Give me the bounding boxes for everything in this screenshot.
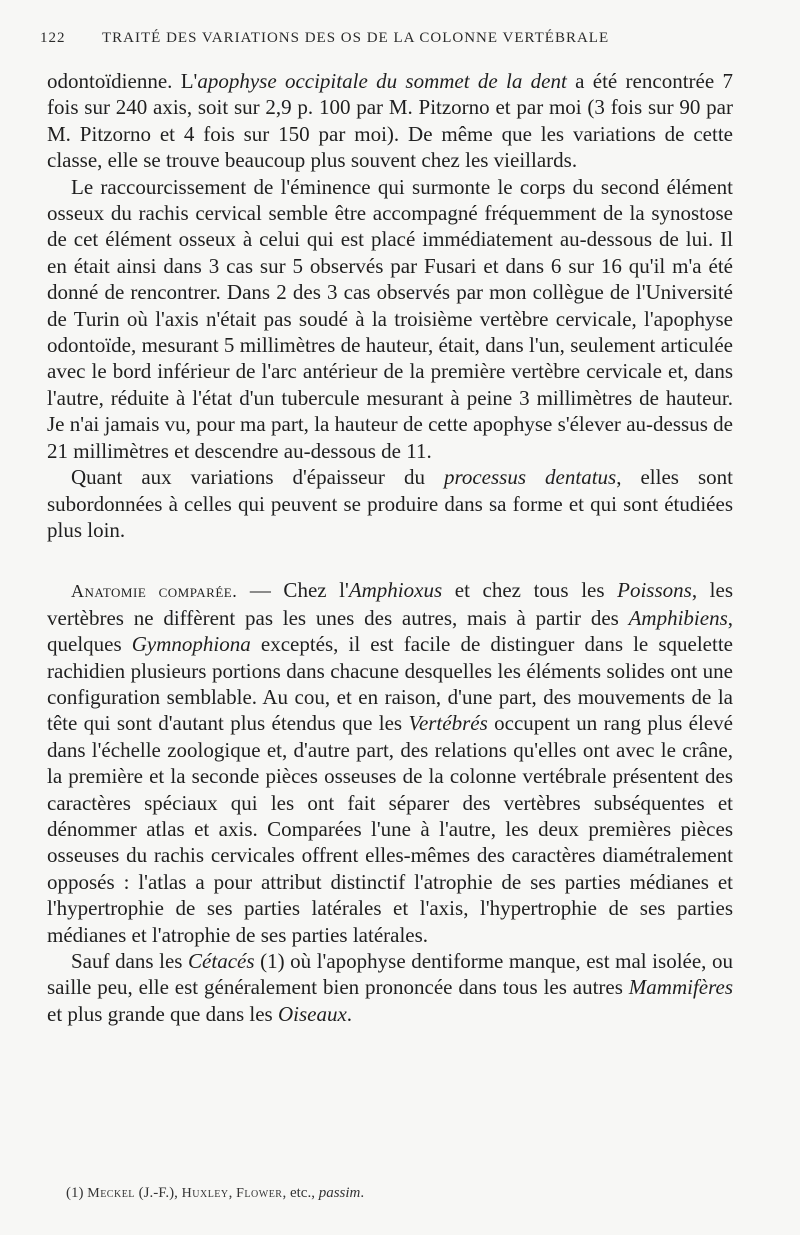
text-run: . — [360, 1185, 365, 1201]
italic-run: Amphioxus — [348, 578, 443, 603]
text-run: (J.-F.), — [134, 1185, 182, 1201]
page-number: 122 — [40, 30, 66, 46]
footnote-marker: (1) — [66, 1185, 88, 1201]
text-run: , les vertèbres ne diffèrent pas les unes des autres, mais à partir des — [47, 578, 733, 630]
italic-run: Amphibiens — [628, 605, 728, 630]
text-run: (1) où l'apophyse dentiforme manque, est mal isolée, ou saille peu, elle est généralement bien prononcée dans tous les autres — [47, 949, 733, 1000]
text-run: — Chez l' — [237, 578, 349, 603]
running-title: TRAITÉ DES VARIATIONS DES OS DE LA COLONNE VERTÉBRALE — [102, 30, 610, 46]
text-run: et chez tous les — [442, 578, 618, 603]
paragraph-4-comparative-anatomy — [47, 577, 733, 948]
italic-run: Vertébrés — [408, 711, 488, 736]
text-run: occupent un rang plus élevé dans l'échelle zoologique et, d'autre part, des relations qu'elles ont avec le crâne, la première et la seconde pièces osseuses de la colonne vertébrale présentent des caractères spéciaux qui les ont fait séparer des vertèbres subséquentes et dénommer atlas et axis. Comparées l'une à l'autre, les deux premières pièces osseuses du rachis cervicales offrent elles-mêmes des caractères diamétralement opposés : l'atlas a pour attribut distinctif l'atrophie de ses parties médianes et l'hypertrophie de ses parties latérales et l'axis, l'hypertrophie de ses parties médianes et l'atrophie de ses parties latérales. — [47, 711, 733, 947]
paragraph-5 — [47, 948, 733, 1027]
text-run: , quelques — [47, 605, 733, 657]
author-name: Flower — [236, 1186, 283, 1201]
text-run: , etc., — [282, 1185, 319, 1201]
text-run: Quant aux variations d'épaisseur du — [71, 465, 444, 490]
text-run: , — [228, 1185, 237, 1201]
italic-run: Poissons — [617, 578, 692, 603]
italic-run: Cétacés — [188, 949, 255, 973]
text-run: . — [346, 1001, 353, 1026]
text-run: Sauf dans les — [71, 949, 189, 973]
paragraph-3 — [47, 464, 733, 543]
italic-run: apophyse occipitale du sommet de la dent — [197, 69, 567, 93]
section-heading: Anatomie comparée. — [71, 581, 238, 602]
paragraph-2: Le raccourcissement de l'éminence qui surmonte le corps du second élément osseux du rachis cervical semble être accompagné fréquemment de la synostose de cet élément osseux à celui qui est placé immédiatement au-dessous de lui. Il en était ainsi dans 3 cas sur 5 observés par Fusari et dans 6 sur 16 qu'il m'a été donné de rencontrer. Dans 2 des 3 cas observés par mon collègue de l'Université de Turin où l'axis n'était pas soudé à la troisième vertèbre cervicale, l'apophyse odontoïde, mesurant 5 millimètres de hauteur, était, dans l'un, seulement articulée avec le bord inférieur de l'arc antérieur de la première vertèbre cervicale et, dans l'autre, réduite à l'état d'un tubercule mesurant à peine 3 millimètres de hauteur. Je n'ai jamais vu, pour ma part, la hauteur de cette apophyse s'élever au-dessus de 21 millimètres et descendre au-dessous de 11. — [47, 174, 733, 463]
text-run: exceptés, il est facile de distinguer dans le squelette rachidien plusieurs portions dans chacune desquelles les éléments solides ont une configuration semblable. Au cou, et en raison, d'une part, des mouvements de la tête qui sont d'autant plus étendus que les — [47, 632, 733, 736]
footnote — [66, 1185, 726, 1202]
paragraph-1 — [47, 68, 733, 174]
italic-run: Mammifères — [628, 975, 733, 1000]
italic-run: processus dentatus — [443, 465, 617, 490]
text-run: odontoïdienne. L' — [47, 69, 198, 93]
italic-run: passim — [318, 1185, 361, 1201]
text-run: et plus grande que dans les — [47, 1001, 278, 1026]
text-run: a été rencontrée 7 fois sur 240 axis, soit sur 2,9 p. 100 par M. Pitzorno et par moi (3 fois sur 90 par M. Pitzorno et 4 fois sur 150 par moi). De même que les variations de cette classe, elle se trouve beaucoup plus souvent chez les vieillards. — [47, 69, 733, 173]
text-run: , elles sont subordonnées à celles qui peuvent se produire dans sa forme et qui sont étudiées plus loin. — [47, 465, 733, 542]
author-name: Huxley — [181, 1186, 229, 1201]
italic-run: Gymnophiona — [131, 632, 251, 657]
section-gap — [47, 543, 733, 577]
author-name: Meckel — [87, 1186, 135, 1201]
italic-run: Oiseaux — [277, 1001, 347, 1026]
body-text — [47, 68, 733, 1027]
